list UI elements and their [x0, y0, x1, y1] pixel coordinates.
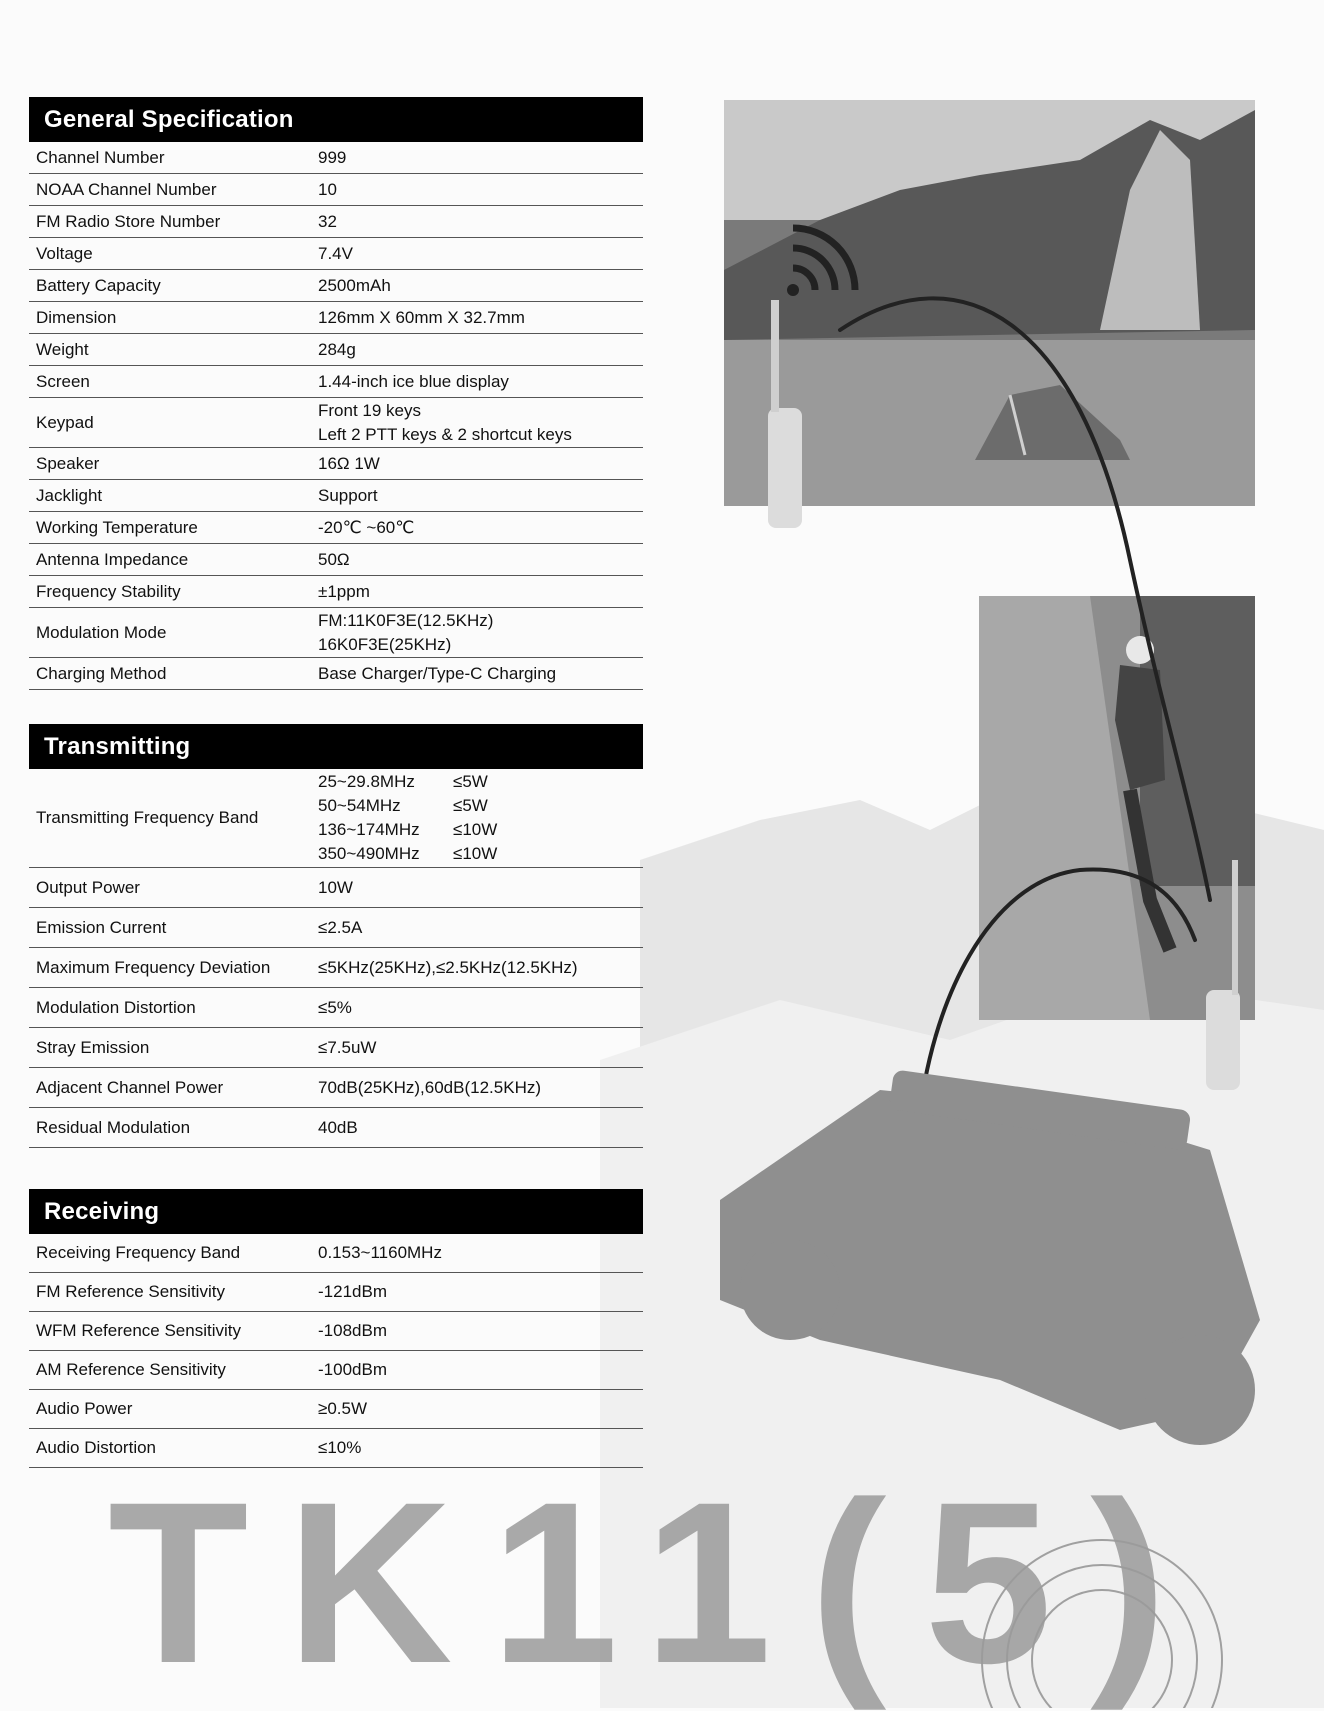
mountain-camp-photo — [724, 100, 1255, 506]
row-value-line: -100dBm — [318, 1360, 387, 1379]
row-label: WFM Reference Sensitivity — [36, 1321, 241, 1340]
band-freq: 50~54MHz — [318, 796, 401, 815]
row-value — [318, 1280, 643, 1304]
row-value — [318, 548, 643, 572]
table-row — [29, 544, 643, 576]
row-value — [318, 484, 643, 508]
row-value-line: -108dBm — [318, 1321, 387, 1340]
row-value — [318, 1116, 643, 1140]
row-value — [318, 399, 643, 447]
row-value-line: ≤2.5A — [318, 917, 363, 937]
table-row — [29, 206, 643, 238]
row-value-line: 1.44-inch ice blue display — [318, 371, 509, 391]
row-value-line: -121dBm — [318, 1282, 387, 1301]
transmitting-table — [29, 868, 643, 1148]
table-row — [29, 1429, 643, 1468]
table-row — [29, 988, 643, 1028]
row-label: Battery Capacity — [36, 275, 161, 295]
band-power: ≤5W — [453, 772, 488, 791]
row-value — [318, 876, 643, 900]
transmitting-title: Transmitting — [29, 724, 643, 769]
climber-photo — [979, 596, 1255, 1020]
row-value — [318, 338, 643, 362]
table-row — [29, 480, 643, 512]
row-value-line: -20℃ ~60℃ — [318, 517, 415, 537]
row-value — [318, 770, 643, 866]
row-value-line: 70dB(25KHz),60dB(12.5KHz) — [318, 1077, 542, 1097]
row-label: Speaker — [36, 453, 100, 473]
table-row — [29, 1234, 643, 1273]
general-spec-table — [29, 142, 643, 690]
table-row — [29, 948, 643, 988]
row-value-line: 40dB — [318, 1117, 358, 1137]
table-row — [29, 769, 643, 868]
table-row — [29, 1351, 643, 1390]
receiving-section — [29, 1189, 643, 1468]
row-value — [318, 274, 643, 298]
table-row — [29, 576, 643, 608]
row-value-line: Support — [318, 485, 378, 505]
row-value-line: 50Ω — [318, 549, 350, 569]
table-row — [29, 448, 643, 480]
table-row — [29, 512, 643, 544]
row-label: Modulation Mode — [36, 622, 167, 642]
band-power: ≤5W — [453, 796, 488, 815]
row-label: Channel Number — [36, 147, 165, 167]
table-row — [29, 238, 643, 270]
row-value — [318, 210, 643, 234]
row-label: Stray Emission — [36, 1037, 150, 1057]
row-value — [318, 178, 643, 202]
general-spec-title: General Specification — [29, 97, 643, 142]
row-value-line: ≤5% — [318, 997, 352, 1017]
table-row — [29, 658, 643, 690]
row-value-line: 16Ω 1W — [318, 453, 380, 473]
row-label: Weight — [36, 339, 89, 359]
table-row — [29, 1312, 643, 1351]
row-value — [318, 1358, 643, 1382]
row-label: Residual Modulation — [36, 1117, 191, 1137]
row-value-line: ≥0.5W — [318, 1399, 368, 1418]
row-label: FM Radio Store Number — [36, 211, 221, 231]
row-value-line: FM:11K0F3E(12.5KHz) — [318, 610, 494, 630]
row-label: Audio Distortion — [36, 1438, 157, 1457]
table-row — [29, 398, 643, 448]
row-label: Maximum Frequency Deviation — [36, 957, 271, 977]
row-value — [318, 1436, 643, 1460]
row-value — [318, 146, 643, 170]
row-value-line: 284g — [318, 339, 356, 359]
table-row — [29, 302, 643, 334]
row-label: Keypad — [36, 412, 94, 432]
row-value-line: 2500mAh — [318, 275, 391, 295]
row-label: NOAA Channel Number — [36, 179, 217, 199]
row-value-line: ≤7.5uW — [318, 1037, 377, 1057]
row-value-line: 7.4V — [318, 243, 353, 263]
row-label: Charging Method — [36, 663, 167, 683]
row-value-line: 126mm X 60mm X 32.7mm — [318, 307, 525, 327]
table-row — [29, 1068, 643, 1108]
row-label: Antenna Impedance — [36, 549, 189, 569]
band-power: ≤10W — [453, 820, 498, 839]
row-value — [318, 516, 643, 540]
row-value — [318, 662, 643, 686]
row-value-line: ±1ppm — [318, 581, 370, 601]
row-value — [318, 609, 643, 657]
table-row — [29, 1028, 643, 1068]
row-label: Jacklight — [36, 485, 103, 505]
row-value — [318, 1076, 643, 1100]
band-freq: 136~174MHz — [318, 820, 420, 839]
row-value — [318, 306, 643, 330]
transmitting-section — [29, 724, 643, 1148]
band-power: ≤10W — [453, 844, 498, 863]
row-value — [318, 916, 643, 940]
row-value-line: 10 — [318, 179, 337, 199]
row-label: Transmitting Frequency Band — [36, 808, 259, 827]
table-row — [29, 142, 643, 174]
band-freq: 350~490MHz — [318, 844, 420, 863]
row-label: Audio Power — [36, 1399, 133, 1418]
row-value-line: 16K0F3E(25KHz) — [318, 634, 452, 654]
row-value-line: 10W — [318, 877, 353, 897]
table-row — [29, 1108, 643, 1148]
table-row — [29, 174, 643, 206]
row-value — [318, 580, 643, 604]
table-row — [29, 908, 643, 948]
row-value-line: ≤5KHz(25KHz),≤2.5KHz(12.5KHz) — [318, 957, 578, 977]
general-spec-section — [29, 97, 643, 690]
row-value — [318, 1036, 643, 1060]
table-row — [29, 608, 643, 658]
receiving-table — [29, 1234, 643, 1468]
row-value-line: Left 2 PTT keys & 2 shortcut keys — [318, 424, 572, 444]
table-row — [29, 868, 643, 908]
table-row — [29, 1273, 643, 1312]
row-label: Voltage — [36, 243, 93, 263]
table-row — [29, 334, 643, 366]
row-value — [318, 242, 643, 266]
row-label: Receiving Frequency Band — [36, 1243, 241, 1262]
table-row — [29, 1390, 643, 1429]
row-value-line: Front 19 keys — [318, 400, 421, 420]
row-value — [318, 1319, 643, 1343]
row-value — [318, 452, 643, 476]
row-label: Adjacent Channel Power — [36, 1077, 224, 1097]
table-row — [29, 270, 643, 302]
row-label: Output Power — [36, 877, 140, 897]
table-row — [29, 366, 643, 398]
band-freq: 25~29.8MHz — [318, 772, 415, 791]
row-value-line: 999 — [318, 147, 347, 167]
row-label: Dimension — [36, 307, 117, 327]
receiving-title: Receiving — [29, 1189, 643, 1234]
row-label: AM Reference Sensitivity — [36, 1360, 226, 1379]
row-label: Frequency Stability — [36, 581, 181, 601]
row-value — [318, 956, 643, 980]
row-label: FM Reference Sensitivity — [36, 1282, 225, 1301]
row-value — [318, 996, 643, 1020]
row-value-line: Base Charger/Type-C Charging — [318, 663, 557, 683]
row-value-line: 0.153~1160MHz — [318, 1243, 442, 1262]
row-label: Modulation Distortion — [36, 997, 196, 1017]
row-value-line: 32 — [318, 211, 337, 231]
row-label: Working Temperature — [36, 517, 198, 537]
row-label: Screen — [36, 371, 90, 391]
row-value-line: ≤10% — [318, 1438, 362, 1457]
row-label: Emission Current — [36, 917, 167, 937]
product-title: TK11(5) — [108, 1454, 1205, 1711]
row-value — [318, 1241, 643, 1265]
row-value — [318, 1397, 643, 1421]
row-value — [318, 370, 643, 394]
